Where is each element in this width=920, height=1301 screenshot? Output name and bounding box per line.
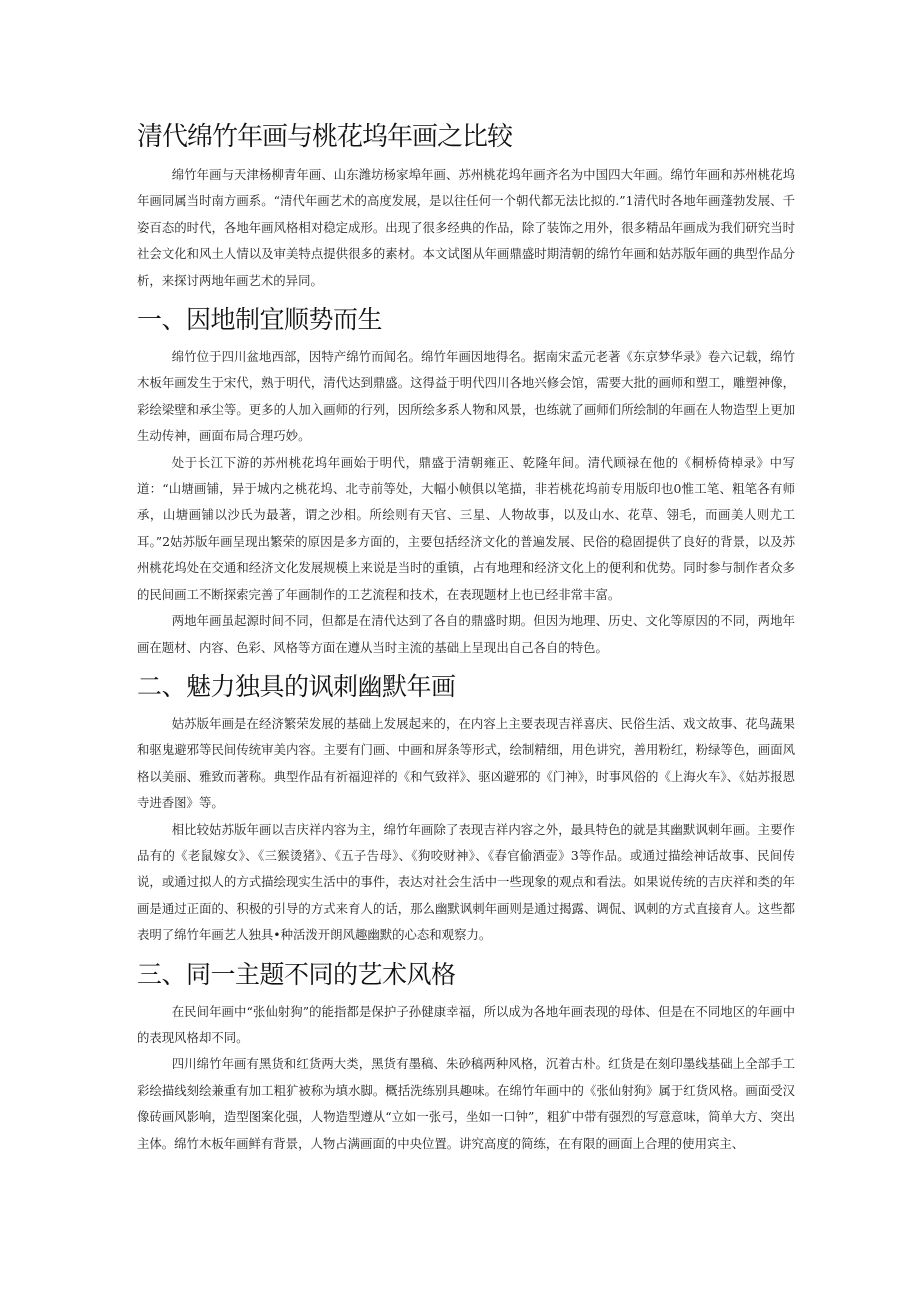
page-title: 清代绵竹年画与桃花坞年画之比较 [137, 122, 513, 152]
section-1-paragraph-3: 两地年画虽起源时间不同，但都是在清代达到了各自的鼎盛时期。但因为地理、历史、文化等原因的不同，两地年画在题材、内容、色彩、风格等方面在遵从当时主流的基础上呈现出自己各自的特色。 [137, 613, 795, 655]
section-1-paragraph-1: 绵竹位于四川盆地西部，因特产绵竹而闻名。绵竹年画因地得名。据南宋孟元老著《东京梦华录》卷六记载，绵竹木板年画发生于宋代，熟于明代，清代达到鼎盛。这得益于明代四川各地兴修会馆，需要大批的画师和塑工，雕塑神像，彩绘梁壁和承尘等。更多的人加入画师的行列，因所绘多系人物和风景，也练就了画师们所绘制的年画在人物造型上更加生动传神，画面布局合理巧妙。 [137, 349, 795, 444]
section-1-heading: 一、因地制宜顺势而生 [137, 305, 383, 335]
section-3-heading: 三、同一主题不同的艺术风格 [137, 959, 456, 989]
section-3-paragraph-1: 在民间年画中“张仙射狗”的能指都是保护子孙健康幸福，所以成为各地年画表现的母体、但是在不同地区的年画中的表现风格却不同。 [137, 1003, 795, 1045]
section-2-paragraph-2: 相比较姑苏版年画以吉庆祥内容为主，绵竹年画除了表现吉祥内容之外，最具特色的就是其幽默讽刺年画。主要作品有的《老鼠嫁女》、《三猴烫猪》、《五子告母》、《狗咬财神》、《春官偷酒壶》3等作品。或通过描绘神话故事、民间传说，或通过拟人的方式描绘现实生活中的事件，表达对社会生活中一些现象的观点和看法。如果说传统的吉庆祥和类的年画是通过正面的、积极的引导的方式来育人的话，那么幽默讽刺年画则是通过揭露、调侃、讽刺的方式直接育人。这些都表明了绵竹年画艺人独具•种活泼开朗风趣幽默的心态和观察力。 [137, 821, 795, 943]
section-1-paragraph-2: 处于长江下游的苏州桃花坞年画始于明代，鼎盛于清朝雍正、乾隆年间。清代顾禄在他的《桐桥倚棹录》中写道：“山塘画铺，异于城内之桃花坞、北寺前等处，大幅小帧俱以笔描，非若桃花坞前专用版印也0惟工笔、粗笔各有师承，山塘画铺以沙氏为最著，谓之沙相。所绘则有天官、三星、人物故事，以及山水、花草、翎毛，而画美人则尤工耳。”2姑苏版年画呈现出繁荣的原因是多方面的，主要包括经济文化的普遍发展、民俗的稳固提供了良好的背景，以及苏州桃花坞处在交通和经济文化发展规模上来说是当时的重镇，占有地理和经济文化上的便利和优势。同时参与制作者众多的民间画工不断探索完善了年画制作的工艺流程和技术，在表现题材上也已经非常丰富。 [137, 454, 795, 602]
intro-paragraph: 绵竹年画与天津杨柳青年画、山东潍坊杨家埠年画、苏州桃花坞年画齐名为中国四大年画。绵竹年画和苏州桃花坞年画同属当时南方画系。“清代年画艺术的高度发展，是以往任何一个朝代都无法比拟的.”1清代时各地年画蓬勃发展、千姿百态的时代，各地年画风格相对稳定成形。出现了很多经典的作品，除了装饰之用外，很多精品年画成为我们研究当时社会文化和风土人情以及审美特点提供很多的素材。本文试图从年画鼎盛时期清朝的绵竹年画和姑苏版年画的典型作品分析，来探讨两地年画艺术的异同。 [137, 167, 795, 288]
section-3-paragraph-2: 四川绵竹年画有黑货和红货两大类，黑货有墨稿、朱砂稿两种风格，沉着古朴。红货是在刻印墨线基础上全部手工彩绘描线刻绘兼重有加工粗犷被称为填水脚。概括洗练别具趣味。在绵竹年画中的《张仙射狗》属于红货风格。画面受汉像砖画风影响，造型图案化强，人物造型遵从“立如一张弓，坐如一口钟”，粗犷中带有强烈的写意意味，简单大方、突出主体。绵竹木板年画鲜有背景，人物占满画面的中央位置。讲究高度的简练，在有限的画面上合理的使用宾主、 [137, 1056, 795, 1151]
section-2-paragraph-1: 姑苏版年画是在经济繁荣发展的基础上发展起来的，在内容上主要表现吉祥喜庆、民俗生活、戏文故事、花鸟蔬果和驱鬼避邪等民间传统审美内容。主要有门画、中画和屏条等形式，绘制精细，用色讲究，善用粉红，粉绿等色，画面风格以美丽、雅致而著称。典型作品有祈福迎祥的《和气致祥》、驱凶避邪的《门神》，时事风俗的《上海火车》、《姑苏报恩寺进香图》等。 [137, 715, 795, 811]
section-2-heading: 二、魅力独具的讽刺幽默年画 [137, 671, 456, 701]
document-page [137, 118, 795, 1157]
